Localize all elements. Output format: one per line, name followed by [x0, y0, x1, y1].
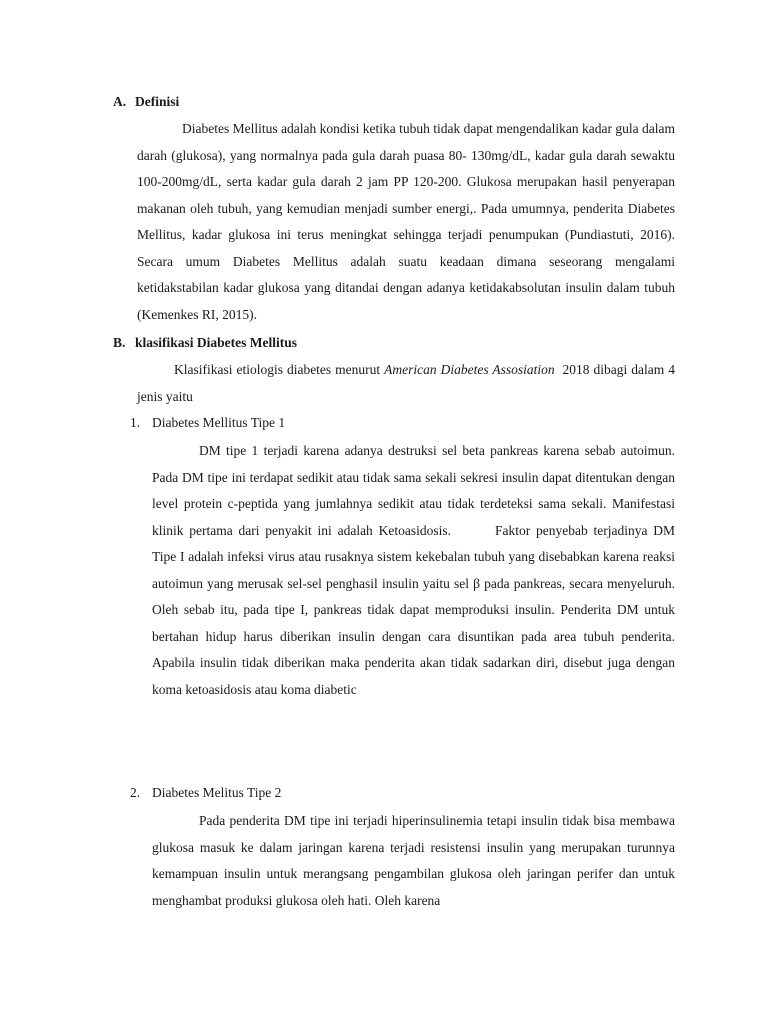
item-2-paragraph-text: Pada penderita DM tipe ini terjadi hiperinsulinemia tetapi insulin tidak bisa membawa glukosa masuk ke dalam jaringan karena terjadi resistensi insulin yang merupakan turunnya kemampuan insulin untuk merangsang pengambilan glukosa oleh jaringan perifer dan untuk menghambat produksi glukosa oleh hati. Oleh karena [152, 813, 675, 908]
item-2-number: 2. [130, 785, 141, 800]
section-b-label: B. [113, 335, 126, 350]
section-a-label: A. [113, 94, 127, 109]
item-1-paragraph-part1: DM tipe 1 terjadi karena adanya destruksi sel beta pankreas karena sebab autoimun. Pada DM tipe ini terdapat sedikit atau tidak sama sekali sekresi insulin dapat ditentukan dengan level protein c-peptida yang jumlahnya sedikit atau tidak terdeteksi sama sekali. Manifestasi klinik pertama dari penyakit ini adalah Ketoasidosis. [152, 443, 675, 538]
item-1-title [130, 414, 285, 432]
item-1-paragraph-part2: Faktor penyebab terjadinya DM Tipe I adalah infeksi virus atau rusaknya sistem kekebalan tubuh yang disebabkan karena reaksi autoimun yang merusak sel-sel penghasil insulin yaitu sel β pada pankreas, secara menyeluruh. Oleh sebab itu, pada tipe I, pankreas tidak dapat memproduksi insulin. Penderita DM untuk bertahan hidup harus diberikan insulin dengan cara disuntikan pada area tubuh penderita. Apabila insulin tidak diberikan maka penderita akan tidak sadarkan diri, disebut juga dengan koma ketoasidosis atau koma diabetic [152, 522, 675, 697]
section-b-heading [113, 334, 297, 352]
section-a-paragraph [137, 116, 675, 328]
item-1-paragraph [152, 438, 675, 703]
item-1-title-text: Diabetes Mellitus Tipe 1 [152, 415, 286, 430]
section-a-paragraph-text: Diabetes Mellitus adalah kondisi ketika tubuh tidak dapat mengendalikan kadar gula dalam darah (glukosa), yang normalnya pada gula darah puasa 80- 130mg/dL, kadar gula darah sewaktu 100-200mg/dL, serta kadar gula darah 2 jam PP 120-200. Glukosa merupakan hasil penyerapan makanan oleh tubuh, yang kemudian menjadi sumber energi,. Pada umumnya, penderita Diabetes Mellitus, kadar glukosa ini terus meningkat sehingga terjadi penumpukan (Pundiastuti, 2016). Secara umum Diabetes Mellitus adalah suatu keadaan dimana seseorang mengalami ketidakstabilan kadar glukosa yang ditandai dengan adanya ketidakabsolutan insulin dalam tubuh (Kemenkes RI, 2015). [137, 121, 675, 322]
item-2-paragraph [152, 808, 675, 914]
section-b-intro-italic: American Diabetes Assosiation [384, 362, 555, 377]
section-b-title: klasifikasi Diabetes Mellitus [135, 335, 298, 350]
section-b-intro-before: Klasifikasi etiologis diabetes menurut [174, 362, 385, 377]
item-2-title [130, 784, 281, 802]
section-b-intro [137, 357, 679, 410]
item-2-title-text: Diabetes Melitus Tipe 2 [152, 785, 282, 800]
section-b-intro-after: 2018 dibagi dalam 4 jenis yaitu [137, 362, 679, 404]
section-a-title: Definisi [135, 94, 180, 109]
section-a-heading [113, 93, 179, 111]
item-1-number: 1. [130, 415, 141, 430]
